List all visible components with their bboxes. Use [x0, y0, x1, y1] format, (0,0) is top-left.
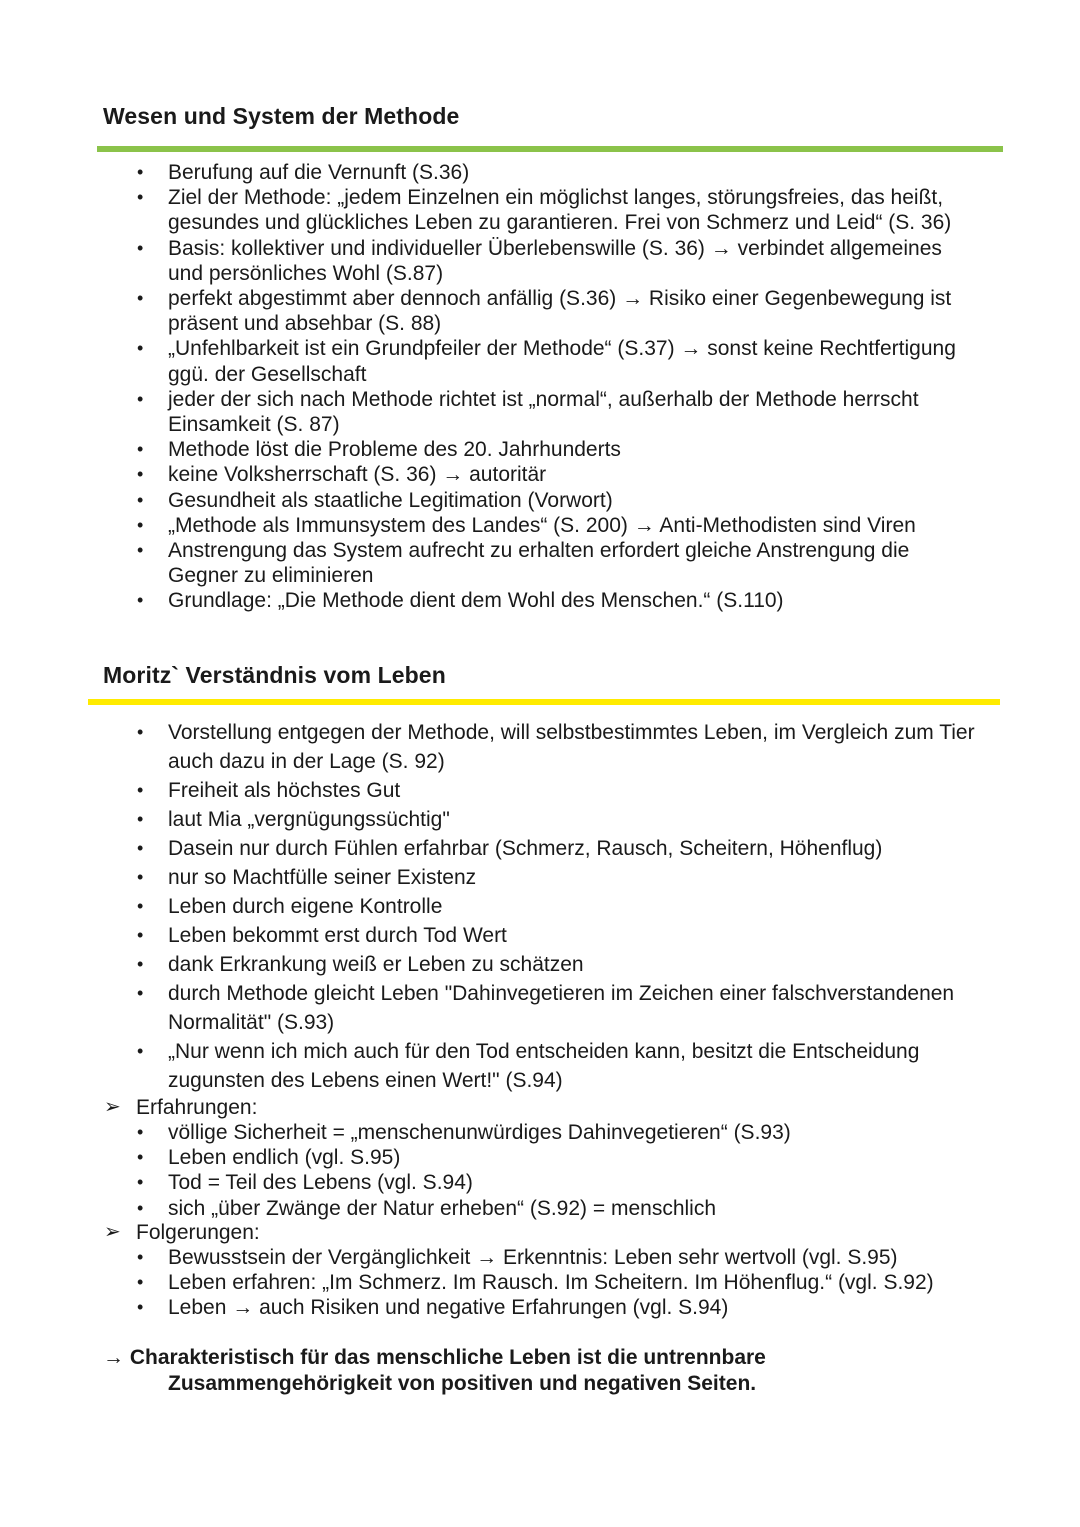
list-item [0, 1295, 1080, 1320]
bullet-icon: • [137, 1247, 144, 1267]
bullet-icon: • [137, 1147, 144, 1168]
bullet-icon: • [137, 1197, 144, 1218]
yellow-heading-rule [88, 699, 1000, 705]
list-item [0, 1245, 1080, 1270]
green-heading-rule [97, 146, 1003, 152]
list-item [0, 588, 1080, 613]
list-item-text: „Nur wenn ich mich auch für den Tod entscheiden kann, besitzt die Entscheidung zugunsten des Lebens einen Wert!" (S.94) [168, 1040, 920, 1092]
bullet-icon: • [137, 162, 144, 182]
list-item [0, 892, 1080, 921]
moritz-bullet-list [0, 718, 1080, 1095]
list-item [0, 1037, 1080, 1095]
list-item [0, 160, 1080, 185]
bullet-icon: • [137, 1041, 144, 1061]
list-item-text: Leben endlich (vgl. S.95) [168, 1146, 401, 1170]
list-item-text: „Methode als Immunsystem des Landes“ (S. 200) → Anti-Methodisten sind Viren [168, 513, 916, 537]
list-item-text: Leben erfahren: „Im Schmerz. Im Rausch. Im Scheitern. Im Höhenflug.“ (vgl. S.92) [168, 1271, 934, 1295]
bullet-icon: • [137, 722, 144, 742]
list-item-text: Tod = Teil des Lebens (vgl. S.94) [168, 1171, 473, 1195]
bullet-icon: • [137, 514, 144, 535]
summary-line-2: Zusammengehörigkeit von positiven und negativen Seiten. [168, 1372, 757, 1395]
arrowhead-bullet-icon: ➢ [104, 1096, 121, 1118]
list-item [0, 921, 1080, 950]
list-item [0, 513, 1080, 538]
experiences-label: Erfahrungen: [136, 1096, 258, 1119]
list-item-text: nur so Machtfülle seiner Existenz [168, 866, 477, 889]
summary-statement [103, 1345, 903, 1397]
bullet-icon: • [137, 983, 144, 1003]
bullet-icon: • [137, 867, 144, 887]
list-item [0, 387, 1080, 437]
list-item [0, 488, 1080, 513]
list-item-text: völlige Sicherheit = „menschenunwürdiges Dahinvegetieren“ (S.93) [168, 1121, 791, 1144]
list-item-text: durch Methode gleicht Leben "Dahinvegetieren im Zeichen einer falschverstandenen Normalität" (S.93) [168, 982, 955, 1034]
list-item [0, 1196, 1080, 1221]
method-bullet-list [0, 160, 1080, 614]
list-item-text: Methode löst die Probleme des 20. Jahrhunderts [168, 438, 621, 462]
list-item [0, 336, 1080, 386]
bullet-icon: • [137, 237, 144, 258]
summary-line-1: → Charakteristisch für das menschliche Leben ist die untrennbare [103, 1346, 766, 1369]
list-item [0, 1270, 1080, 1295]
list-item [0, 538, 1080, 588]
list-item-text: „Unfehlbarkeit ist ein Grundpfeiler der Methode“ (S.37) → sonst keine Rechtfertigung ggü. der Gesellschaft [168, 337, 956, 386]
arrowhead-bullet-icon: ➢ [104, 1221, 121, 1243]
list-item-text: Leben bekommt erst durch Tod Wert [168, 924, 507, 947]
list-item [0, 834, 1080, 863]
section-heading-method: Wesen und System der Methode [103, 103, 460, 129]
list-item [0, 950, 1080, 979]
bullet-icon: • [137, 838, 144, 858]
bullet-icon: • [137, 590, 144, 611]
section-heading-moritz: Moritz` Verständnis vom Leben [103, 662, 446, 688]
list-item-text: Grundlage: „Die Methode dient dem Wohl des Menschen.“ (S.110) [168, 589, 784, 613]
list-item-text: Dasein nur durch Fühlen erfahrbar (Schmerz, Rausch, Scheitern, Höhenflug) [168, 837, 883, 860]
list-item [0, 185, 1080, 235]
bullet-icon: • [137, 954, 144, 974]
list-item-text: Leben durch eigene Kontrolle [168, 895, 443, 918]
experiences-list [0, 1120, 1080, 1221]
list-item-text: Vorstellung entgegen der Methode, will selbstbestimmtes Leben, im Vergleich zum Tier auch dazu in der Lage (S. 92) [168, 721, 975, 773]
list-item [0, 805, 1080, 834]
list-item-text: sich „über Zwänge der Natur erheben“ (S.92) = menschlich [168, 1196, 717, 1220]
bullet-icon: • [137, 338, 144, 359]
list-item [0, 718, 1080, 776]
list-item [0, 979, 1080, 1037]
list-item [0, 863, 1080, 892]
list-item-text: Ziel der Methode: „jedem Einzelnen ein möglichst langes, störungsfreies, das heißt, gesundes und glückliches Leben zu garantieren. Frei von Schmerz und Leid“ (S. 36) [168, 186, 952, 235]
bullet-icon: • [137, 780, 144, 800]
list-item [0, 437, 1080, 462]
list-item-text: perfekt abgestimmt aber dennoch anfällig (S.36) → Risiko einer Gegenbewegung ist präsent und absehbar (S. 88) [168, 287, 952, 336]
bullet-icon: • [137, 464, 144, 485]
conclusions-list [0, 1245, 1080, 1321]
list-item-text: Bewusstsein der Vergänglichkeit → Erkenntnis: Leben sehr wertvoll (vgl. S.95) [168, 1246, 898, 1269]
bullet-icon: • [137, 489, 144, 510]
bullet-icon: • [137, 896, 144, 916]
bullet-icon: • [137, 540, 144, 561]
list-item [0, 1120, 1080, 1145]
bullet-icon: • [137, 288, 144, 309]
list-item-text: Berufung auf die Vernunft (S.36) [168, 161, 470, 184]
list-item [0, 236, 1080, 286]
list-item [0, 1170, 1080, 1195]
bullet-icon: • [137, 1172, 144, 1193]
bullet-icon: • [137, 1122, 144, 1142]
bullet-icon: • [137, 1272, 144, 1293]
list-item-text: jeder der sich nach Methode richtet ist „normal“, außerhalb der Methode herrscht Einsamkeit (S. 87) [168, 387, 919, 437]
list-item-text: Freiheit als höchstes Gut [168, 779, 401, 802]
list-item [0, 286, 1080, 336]
list-item-text: Anstrengung das System aufrecht zu erhalten erfordert gleiche Anstrengung die Gegner zu eliminieren [168, 539, 910, 588]
bullet-icon: • [137, 1297, 144, 1318]
list-item [0, 1145, 1080, 1170]
list-item-text: keine Volksherrschaft (S. 36) → autoritär [168, 463, 547, 487]
list-item-text: Gesundheit als staatliche Legitimation (Vorwort) [168, 488, 613, 512]
bullet-icon: • [137, 809, 144, 829]
list-item [0, 776, 1080, 805]
bullet-icon: • [137, 187, 144, 208]
bullet-icon: • [137, 925, 144, 945]
list-item-text: Basis: kollektiver und individueller Überlebenswille (S. 36) → verbindet allgemeines und persönliches Wohl (S.87) [168, 236, 942, 285]
list-item-text: laut Mia „vergnügungssüchtig" [168, 808, 450, 831]
bullet-icon: • [137, 388, 144, 409]
conclusions-label: Folgerungen: [136, 1221, 260, 1244]
list-item-text: dank Erkrankung weiß er Leben zu schätzen [168, 953, 584, 976]
list-item-text: Leben → auch Risiken und negative Erfahrungen (vgl. S.94) [168, 1296, 729, 1320]
list-item [0, 462, 1080, 487]
bullet-icon: • [137, 439, 144, 460]
